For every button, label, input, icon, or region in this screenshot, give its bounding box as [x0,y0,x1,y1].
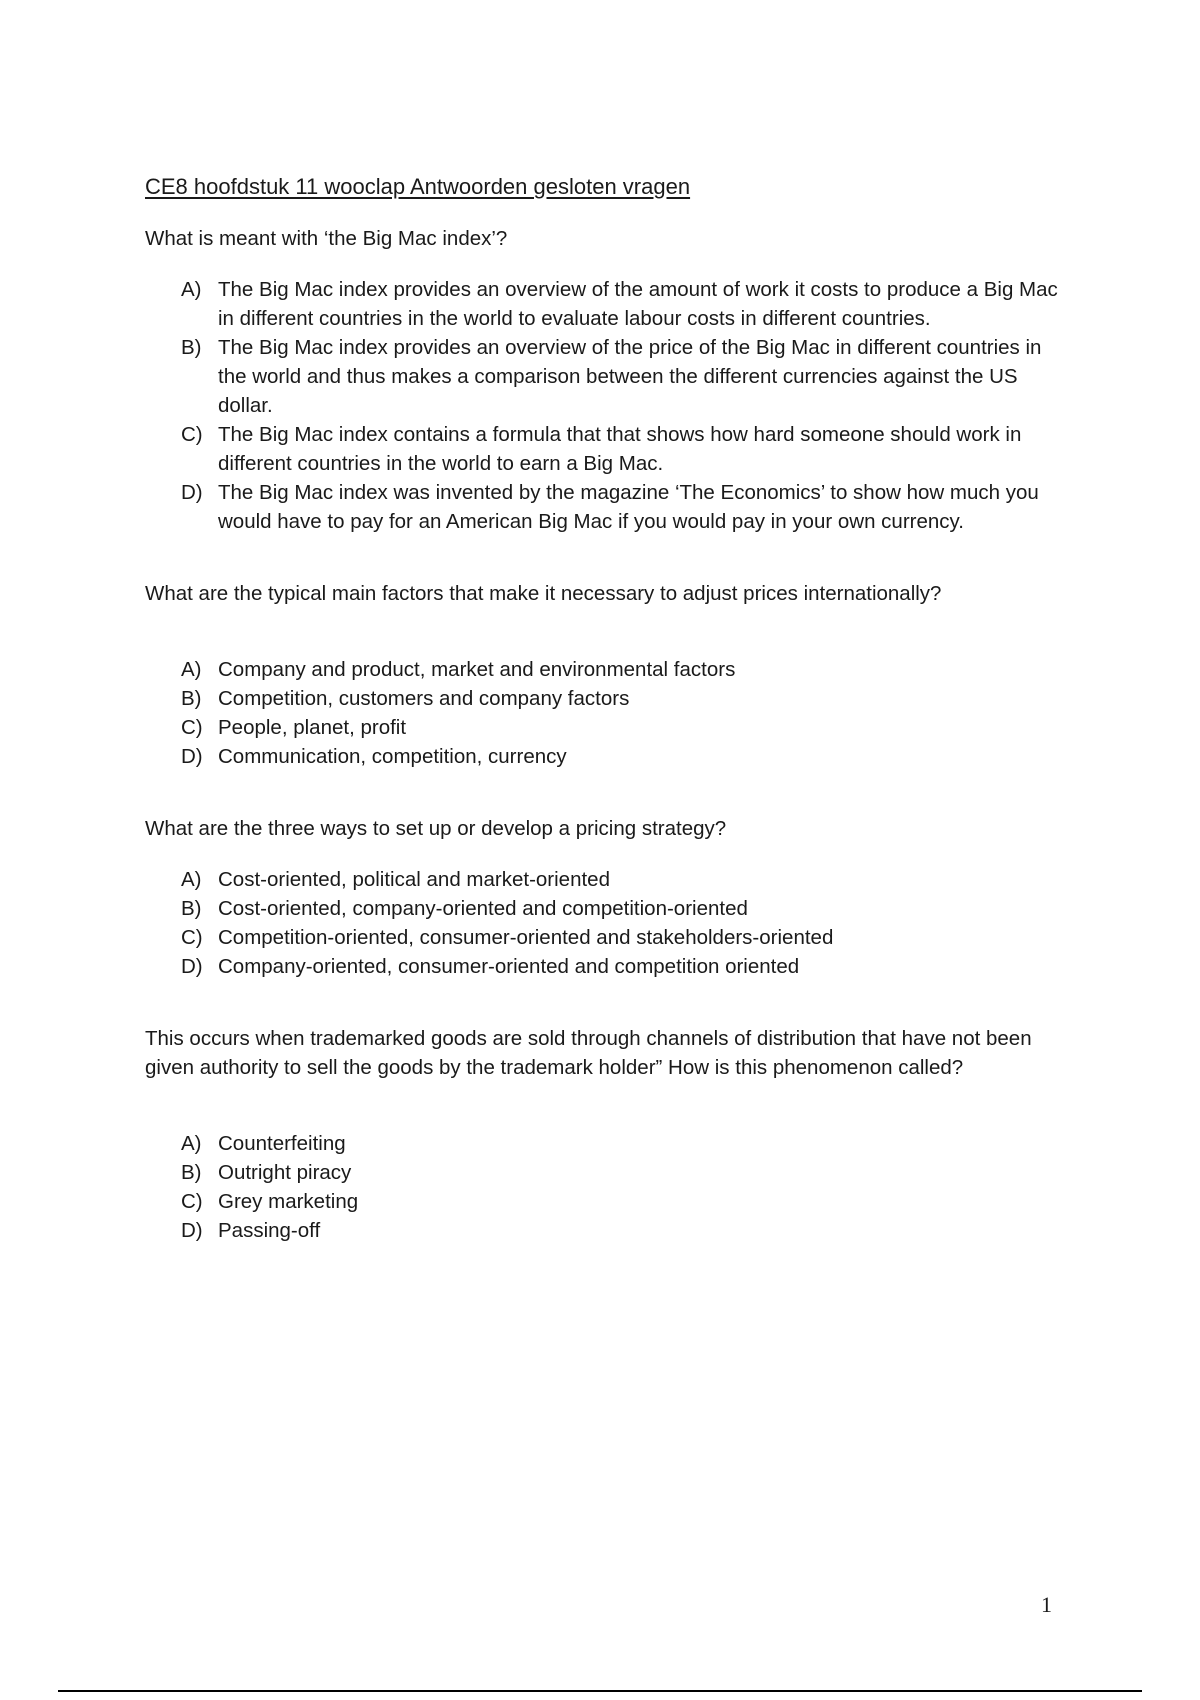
option-text: Passing-off [218,1219,321,1242]
option-2b [181,684,1065,713]
option-text: Counterfeiting [218,1132,346,1155]
option-letter: B) [181,336,202,359]
question-1: What is meant with ‘the Big Mac index’? [145,227,508,250]
option-2d [181,742,1065,771]
option-3c [181,923,1065,952]
option-3d [181,952,1065,981]
option-4c [181,1187,1065,1216]
question-2: What are the typical main factors that make it necessary to adjust prices internationally? [145,582,942,605]
option-letter: D) [181,1219,203,1242]
options-list-3 [145,865,1065,981]
option-text: Company-oriented, consumer-oriented and competition oriented [218,955,800,978]
page-number: 1 [1041,1592,1052,1617]
footer-divider [58,1690,1142,1692]
page-title: CE8 hoofdstuk 11 wooclap Antwoorden gesloten vragen [145,174,691,199]
option-letter: B) [181,1161,202,1184]
option-letter: C) [181,423,203,446]
option-1d [181,478,1065,536]
option-2c [181,713,1065,742]
option-letter: A) [181,1132,202,1155]
option-text: The Big Mac index was invented by the magazine ‘The Economics’ to show how much you would have to pay for an American Big Mac if you would pay in your own currency. [218,481,1039,533]
option-3a [181,865,1065,894]
option-letter: C) [181,1190,203,1213]
option-letter: D) [181,955,203,978]
option-text: The Big Mac index contains a formula that that shows how hard someone should work in different countries in the world to earn a Big Mac. [218,423,1022,475]
option-text: Competition-oriented, consumer-oriented and stakeholders-oriented [218,926,834,949]
option-1b [181,333,1065,420]
options-list-2 [145,655,1065,771]
option-4b [181,1158,1065,1187]
option-text: Company and product, market and environmental factors [218,658,736,681]
option-letter: A) [181,868,202,891]
option-4a [181,1129,1065,1158]
document-page [145,172,1065,1245]
options-list-4 [145,1129,1065,1245]
option-text: The Big Mac index provides an overview of the amount of work it costs to produce a Big Mac in different countries in the world to evaluate labour costs in different countries. [218,278,1058,330]
option-text: The Big Mac index provides an overview of the price of the Big Mac in different countries in the world and thus makes a comparison between the different currencies against the US dollar. [218,336,1042,417]
option-text: People, planet, profit [218,716,407,739]
option-1c [181,420,1065,478]
option-1a [181,275,1065,333]
option-letter: B) [181,687,202,710]
question-4: This occurs when trademarked goods are sold through channels of distribution that have not been given authority to sell the goods by the trademark holder” How is this phenomenon called? [145,1027,1032,1079]
option-letter: D) [181,481,203,504]
question-3: What are the three ways to set up or develop a pricing strategy? [145,817,727,840]
option-2a [181,655,1065,684]
option-letter: D) [181,745,203,768]
option-letter: A) [181,278,202,301]
option-text: Cost-oriented, political and market-oriented [218,868,610,891]
option-letter: A) [181,658,202,681]
option-text: Grey marketing [218,1190,359,1213]
option-letter: C) [181,716,203,739]
option-3b [181,894,1065,923]
options-list-1 [145,275,1065,536]
option-text: Communication, competition, currency [218,745,567,768]
option-letter: B) [181,897,202,920]
option-text: Cost-oriented, company-oriented and competition-oriented [218,897,748,920]
option-text: Outright piracy [218,1161,352,1184]
option-letter: C) [181,926,203,949]
option-4d [181,1216,1065,1245]
option-text: Competition, customers and company factors [218,687,630,710]
